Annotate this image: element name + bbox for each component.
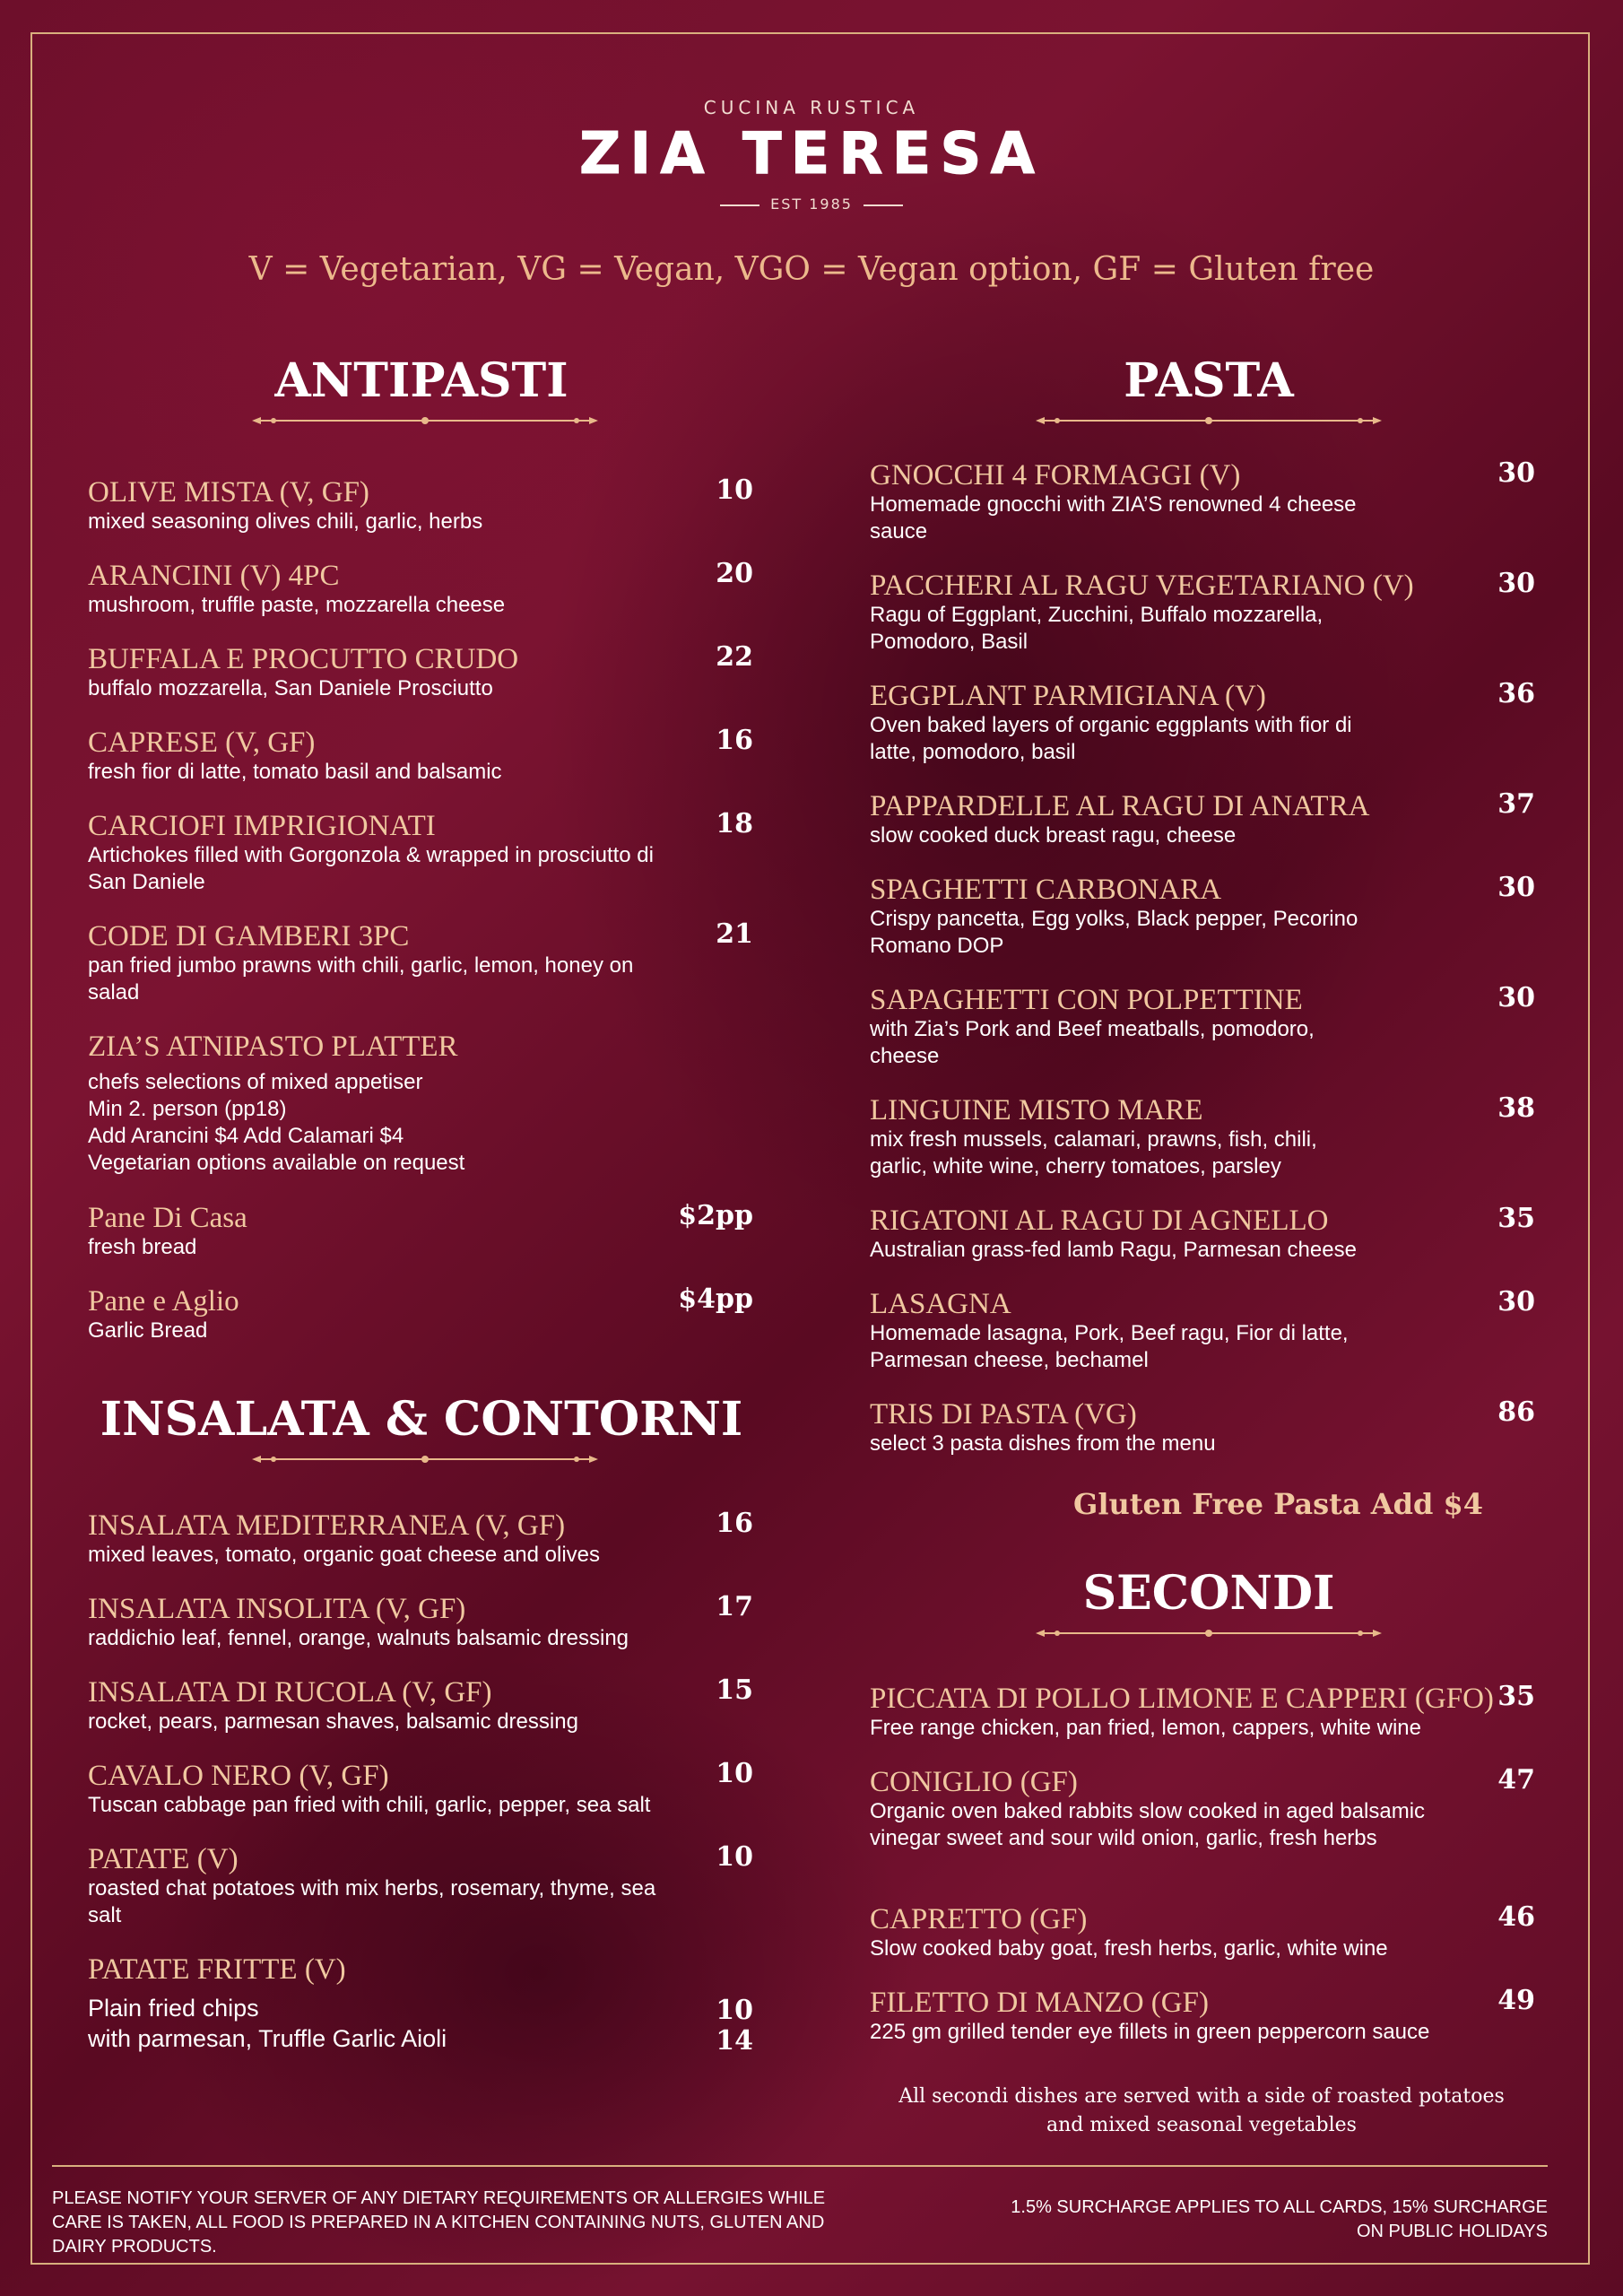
menu-item-name: CAPRESE (V, GF) xyxy=(88,726,316,759)
menu-item-price: 30 xyxy=(1497,568,1535,599)
menu-item-name: PATATE (V) xyxy=(88,1843,239,1875)
antipasti-divider xyxy=(250,414,600,427)
menu-item-price: 10 xyxy=(716,1841,753,1873)
menu-item-name: RIGATONI AL RAGU DI AGNELLO xyxy=(870,1205,1329,1237)
menu-item-name: Pane e Aglio xyxy=(88,1285,239,1318)
menu-item-name: OLIVE MISTA (V, GF) xyxy=(88,476,369,509)
menu-item-description: rocket, pears, parmesan shaves, balsamic dressing xyxy=(88,1709,578,1734)
pasta-divider xyxy=(1034,414,1384,427)
menu-item-price: 35 xyxy=(1497,1203,1535,1234)
menu-item-description: select 3 pasta dishes from the menu xyxy=(870,1431,1216,1456)
menu-item-price: 21 xyxy=(716,918,753,950)
menu-item-name: CAPRETTO (GF) xyxy=(870,1903,1088,1935)
menu-item-name: CARCIOFI IMPRIGIONATI xyxy=(88,810,436,842)
menu-item-description: slow cooked duck breast ragu, cheese xyxy=(870,823,1237,848)
menu-item-price: 37 xyxy=(1497,788,1535,820)
menu-item-price: 20 xyxy=(716,558,753,589)
menu-item-price: $2pp xyxy=(678,1200,753,1231)
insalata-heading: INSALATA & CONTORNI xyxy=(100,1392,743,1447)
gluten-free-note: Gluten Free Pasta Add $4 xyxy=(1073,1487,1484,1521)
menu-item-description: pan fried jumbo prawns with chili, garlic, lemon, honey on salad xyxy=(88,953,634,1004)
menu-item-description: Tuscan cabbage pan fried with chili, garlic, pepper, sea salt xyxy=(88,1793,651,1817)
menu-item xyxy=(870,984,1372,1070)
menu-item xyxy=(88,1509,662,1569)
surcharge-notice: 1.5% SURCHARGE APPLIES TO ALL CARDS, 15% SURCHARGE ON PUBLIC HOLIDAYS xyxy=(1011,2197,1548,2241)
menu-item-name: CODE DI GAMBERI 3PC xyxy=(88,920,410,952)
menu-item-price: 16 xyxy=(716,1508,753,1539)
fries-option: Plain fried chips xyxy=(88,1995,259,2022)
menu-item-name: PICCATA DI POLLO LIMONE E CAPPERI (GFO) xyxy=(870,1683,1494,1715)
menu-item-description: fresh bread xyxy=(88,1235,197,1259)
menu-item-name: Pane Di Casa xyxy=(88,1202,247,1234)
menu-item-description: buffalo mozzarella, San Daniele Prosciutto xyxy=(88,676,493,700)
menu-item-description: Australian grass-fed lamb Ragu, Parmesan cheese xyxy=(870,1238,1357,1262)
menu-item-price: 35 xyxy=(1497,1681,1535,1712)
menu-item xyxy=(870,1094,1372,1180)
menu-item-description: Slow cooked baby goat, fresh herbs, garlic, white wine xyxy=(870,1936,1388,1961)
menu-item-name: SPAGHETTI CARBONARA xyxy=(870,874,1222,906)
menu-item-name: EGGPLANT PARMIGIANA (V) xyxy=(870,680,1266,712)
platter-detail-line: Vegetarian options available on request xyxy=(88,1151,465,1175)
menu-item-description: 225 gm grilled tender eye fillets in green peppercorn sauce xyxy=(870,2020,1430,2044)
pasta-heading: PASTA xyxy=(1124,353,1294,408)
menu-item-description: Homemade gnocchi with ZIA’S renowned 4 cheese sauce xyxy=(870,492,1357,544)
menu-item-name: CAVALO NERO (V, GF) xyxy=(88,1760,389,1792)
menu-item-name: ZIA’S ATNIPASTO PLATTER xyxy=(88,1031,458,1063)
menu-item-description: Organic oven baked rabbits slow cooked in aged balsamic vinegar sweet and sour wild onion, garlic, fresh herbs xyxy=(870,1799,1426,1850)
menu-item-description: raddichio leaf, fennel, orange, walnuts balsamic dressing xyxy=(88,1626,629,1650)
menu-item-price: 38 xyxy=(1497,1092,1535,1124)
menu-item xyxy=(88,1760,662,1819)
menu-item-description: Oven baked layers of organic eggplants with fior di latte, pomodoro, basil xyxy=(870,713,1352,764)
platter-detail-line: chefs selections of mixed appetiser xyxy=(88,1070,423,1094)
secondi-divider xyxy=(1034,1627,1384,1639)
insalata-divider xyxy=(250,1453,600,1465)
menu-item-price: 22 xyxy=(716,641,753,673)
menu-item xyxy=(870,459,1372,545)
allergy-notice: PLEASE NOTIFY YOUR SERVER OF ANY DIETARY REQUIREMENTS OR ALLERGIES WHILE CARE IS TAKEN, ALL FOOD IS PREPARED IN A KITCHEN CONTAINING NUTS, GLUTEN AND DAIRY PRODUCTS. xyxy=(52,2188,826,2257)
menu-item xyxy=(88,1953,346,1986)
platter-detail-line: Add Arancini $4 Add Calamari $4 xyxy=(88,1124,404,1148)
menu-item-name: PATATE FRITTE (V) xyxy=(88,1953,346,1986)
menu-item xyxy=(88,1031,458,1063)
menu-item-name: LINGUINE MISTO MARE xyxy=(870,1094,1203,1126)
antipasti-heading: ANTIPASTI xyxy=(274,353,568,408)
menu-item xyxy=(88,1676,662,1735)
footer-divider xyxy=(52,2165,1548,2167)
menu-item xyxy=(88,810,671,896)
menu-item-price: 30 xyxy=(1497,457,1535,489)
menu-item-price: 10 xyxy=(716,474,753,506)
logo-tagline: CUCINA RUSTICA xyxy=(703,97,920,118)
restaurant-logo xyxy=(0,97,1623,213)
fries-option-price: 10 xyxy=(716,1995,753,2026)
menu-item-price: 10 xyxy=(716,1758,753,1789)
menu-item xyxy=(870,1766,1444,1852)
menu-item-name: PAPPARDELLE AL RAGU DI ANATRA xyxy=(870,790,1370,822)
menu-item-price: 17 xyxy=(716,1591,753,1622)
menu-item xyxy=(870,1398,1372,1457)
menu-item-price: 30 xyxy=(1497,1286,1535,1318)
fries-option-price: 14 xyxy=(716,2025,753,2057)
menu-item-name: GNOCCHI 4 FORMAGGI (V) xyxy=(870,459,1241,491)
menu-item-price: 16 xyxy=(716,725,753,756)
platter-detail-line: Min 2. person (pp18) xyxy=(88,1097,287,1121)
menu-item-name: BUFFALA E PROCUTTO CRUDO xyxy=(88,643,519,675)
secondi-heading: SECONDI xyxy=(1082,1566,1335,1621)
menu-item-description: fresh fior di latte, tomato basil and balsamic xyxy=(88,760,502,784)
menu-item-description: Ragu of Eggplant, Zucchini, Buffalo mozzarella, Pomodoro, Basil xyxy=(870,603,1324,654)
menu-item-price: 30 xyxy=(1497,982,1535,1013)
menu-item-name: CONIGLIO (GF) xyxy=(870,1766,1078,1798)
menu-item-description: roasted chat potatoes with mix herbs, rosemary, thyme, sea salt xyxy=(88,1876,656,1927)
menu-item xyxy=(88,1202,671,1261)
menu-item-name: SAPAGHETTI CON POLPETTINE xyxy=(870,984,1303,1016)
menu-item-description: mix fresh mussels, calamari, prawns, fish, chili, garlic, white wine, cherry tomatoes, parsley xyxy=(870,1127,1317,1178)
menu-item-description: Garlic Bread xyxy=(88,1318,208,1343)
menu-item-description: mixed seasoning olives chili, garlic, herbs xyxy=(88,509,483,534)
menu-item xyxy=(88,1843,662,1929)
menu-item-name: FILETTO DI MANZO (GF) xyxy=(870,1987,1209,2019)
menu-item xyxy=(870,570,1414,656)
logo-name: ZIA TERESA xyxy=(578,121,1045,187)
menu-item-price: $4pp xyxy=(678,1283,753,1315)
menu-item-name: PACCHERI AL RAGU VEGETARIANO (V) xyxy=(870,570,1414,602)
menu-item-name: INSALATA INSOLITA (V, GF) xyxy=(88,1593,466,1625)
logo-est: EST 1985 xyxy=(0,196,1623,213)
menu-item xyxy=(870,1903,1444,1962)
menu-item xyxy=(870,1987,1444,2046)
dietary-legend: V = Vegetarian, VG = Vegan, VGO = Vegan option, GF = Gluten free xyxy=(248,251,1375,288)
menu-item xyxy=(88,643,671,702)
menu-item-price: 30 xyxy=(1497,872,1535,903)
menu-item xyxy=(870,1205,1372,1264)
menu-item-price: 47 xyxy=(1497,1764,1535,1796)
menu-item-description: Crispy pancetta, Egg yolks, Black pepper, Pecorino Romano DOP xyxy=(870,907,1358,958)
menu-item-name: LASAGNA xyxy=(870,1288,1011,1320)
menu-item-description: Artichokes filled with Gorgonzola & wrapped in prosciutto di San Daniele xyxy=(88,843,654,894)
menu-item-price: 49 xyxy=(1497,1985,1535,2016)
menu-item xyxy=(870,1288,1372,1374)
menu-item xyxy=(88,476,671,535)
menu-item-description: Free range chicken, pan fried, lemon, cappers, white wine xyxy=(870,1716,1421,1740)
menu-item-name: INSALATA MEDITERRANEA (V, GF) xyxy=(88,1509,566,1542)
menu-item-price: 86 xyxy=(1497,1396,1535,1428)
menu-item xyxy=(88,560,671,619)
menu-item-price: 18 xyxy=(716,808,753,839)
menu-item-description: Homemade lasagna, Pork, Beef ragu, Fior di latte, Parmesan cheese, bechamel xyxy=(870,1321,1349,1372)
menu-item-description: mixed leaves, tomato, organic goat cheese and olives xyxy=(88,1543,600,1567)
menu-item-description: mushroom, truffle paste, mozzarella cheese xyxy=(88,593,506,617)
secondi-sides-note: All secondi dishes are served with a side of roasted potatoes and mixed seasonal vegetables xyxy=(898,2085,1505,2136)
menu-item xyxy=(88,1593,662,1652)
fries-option: with parmesan, Truffle Garlic Aioli xyxy=(88,2025,447,2052)
menu-item xyxy=(88,1285,671,1344)
menu-item xyxy=(88,920,671,1006)
menu-item-name: INSALATA DI RUCOLA (V, GF) xyxy=(88,1676,492,1709)
menu-item-price: 36 xyxy=(1497,678,1535,709)
menu-item-name: TRIS DI PASTA (VG) xyxy=(870,1398,1137,1431)
platter-details xyxy=(88,1069,464,1177)
menu-item xyxy=(870,874,1372,960)
menu-item-description: with Zia’s Pork and Beef meatballs, pomodoro, cheese xyxy=(870,1017,1315,1068)
menu-item xyxy=(870,680,1372,766)
menu-item-price: 15 xyxy=(716,1674,753,1706)
menu-item xyxy=(870,790,1372,849)
menu-item xyxy=(88,726,671,786)
menu-item-price: 46 xyxy=(1497,1901,1535,1933)
menu-item-name: ARANCINI (V) 4PC xyxy=(88,560,340,592)
